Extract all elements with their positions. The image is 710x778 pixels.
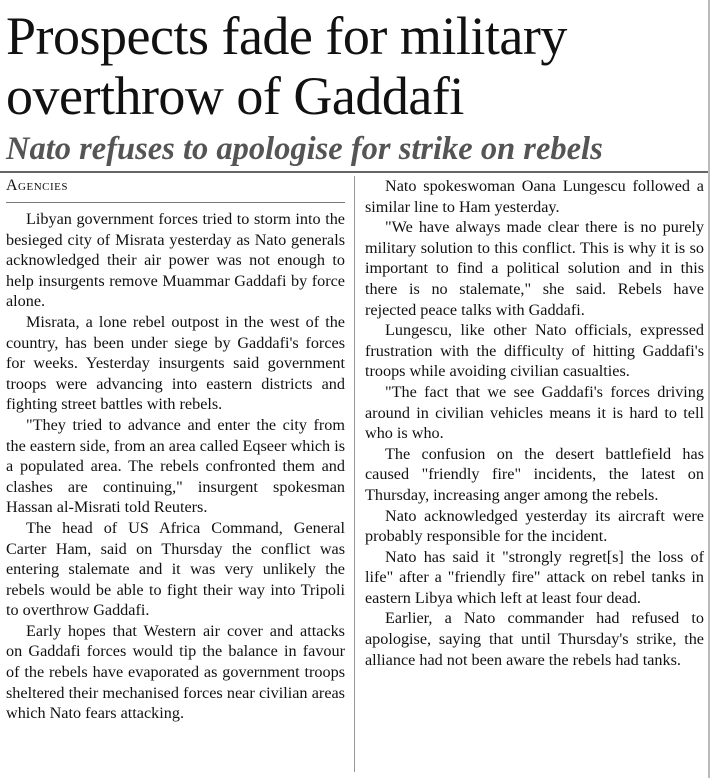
- paragraph: The head of US Africa Command, General Carter Ham, said on Thursday the conflict was entering stalemate and it was very unlikely the rebels would be able to fight their way into Tripoli to overthrow Gaddafi.: [6, 518, 345, 620]
- headline: Prospects fade for military overthrow of Gaddafi: [6, 6, 567, 126]
- paragraph: Earlier, a Nato commander had refused to apologise, saying that until Thursday's strike, the alliance had not been aware the rebels had tanks.: [365, 609, 704, 669]
- paragraph: Nato acknowledged yesterday its aircraft were probably responsible for the incident.: [365, 506, 704, 546]
- paragraph: Libyan government forces tried to storm into the besieged city of Misrata yesterday as Nato generals acknowledged their air power was not enough to help insurgents remove Muammar Gaddafi by force alone.: [6, 210, 345, 311]
- subheadline: Nato refuses to apologise for strike on rebels: [6, 131, 603, 167]
- byline: Agencies: [6, 176, 345, 203]
- paragraph: "The fact that we see Gaddafi's forces driving around in civilian vehicles means it is hard to tell who is who.: [365, 382, 704, 443]
- paragraph: Lungescu, like other Nato officials, expressed frustration with the difficulty of hitting Gaddafi's troops while avoiding civilian casualties.: [365, 321, 704, 381]
- right-column: [365, 176, 704, 670]
- paragraph: Early hopes that Western air cover and attacks on Gaddafi forces would tip the balance in favour of the rebels have evaporated as government troops sheltered their mechanised forces near civilian areas which Nato fears attacking.: [6, 621, 345, 723]
- header-rule: [0, 171, 710, 173]
- paragraph: Nato spokeswoman Oana Lungescu followed a similar line to Ham yesterday.: [365, 177, 704, 216]
- paragraph: "They tried to advance and enter the city from the eastern side, from an area called Eqseer which is a populated area. The rebels confronted them and clashes are continuing," insurgent spokesman Hassan al-Misrati told Reuters.: [6, 415, 345, 517]
- paragraph: The confusion on the desert battlefield has caused "friendly fire" incidents, the latest on Thursday, increasing anger among the rebels.: [365, 444, 704, 504]
- paragraph: Nato has said it "strongly regret[s] the loss of life" after a "friendly fire" attack on rebel tanks in eastern Libya which left at least four dead.: [365, 547, 704, 607]
- column-divider: [354, 176, 355, 772]
- left-column: [6, 176, 345, 724]
- paragraph: "We have always made clear there is no purely military solution to this conflict. This is why it is so important to find a political solution and in this there is no stalemate," she said. Rebels have rejected peace talks with Gaddafi.: [365, 218, 704, 319]
- paragraph: Misrata, a lone rebel outpost in the west of the country, has been under siege by Gaddafi's forces for weeks. Yesterday insurgents said government troops were advancing into eastern districts and fighting street battles with rebels.: [6, 312, 345, 414]
